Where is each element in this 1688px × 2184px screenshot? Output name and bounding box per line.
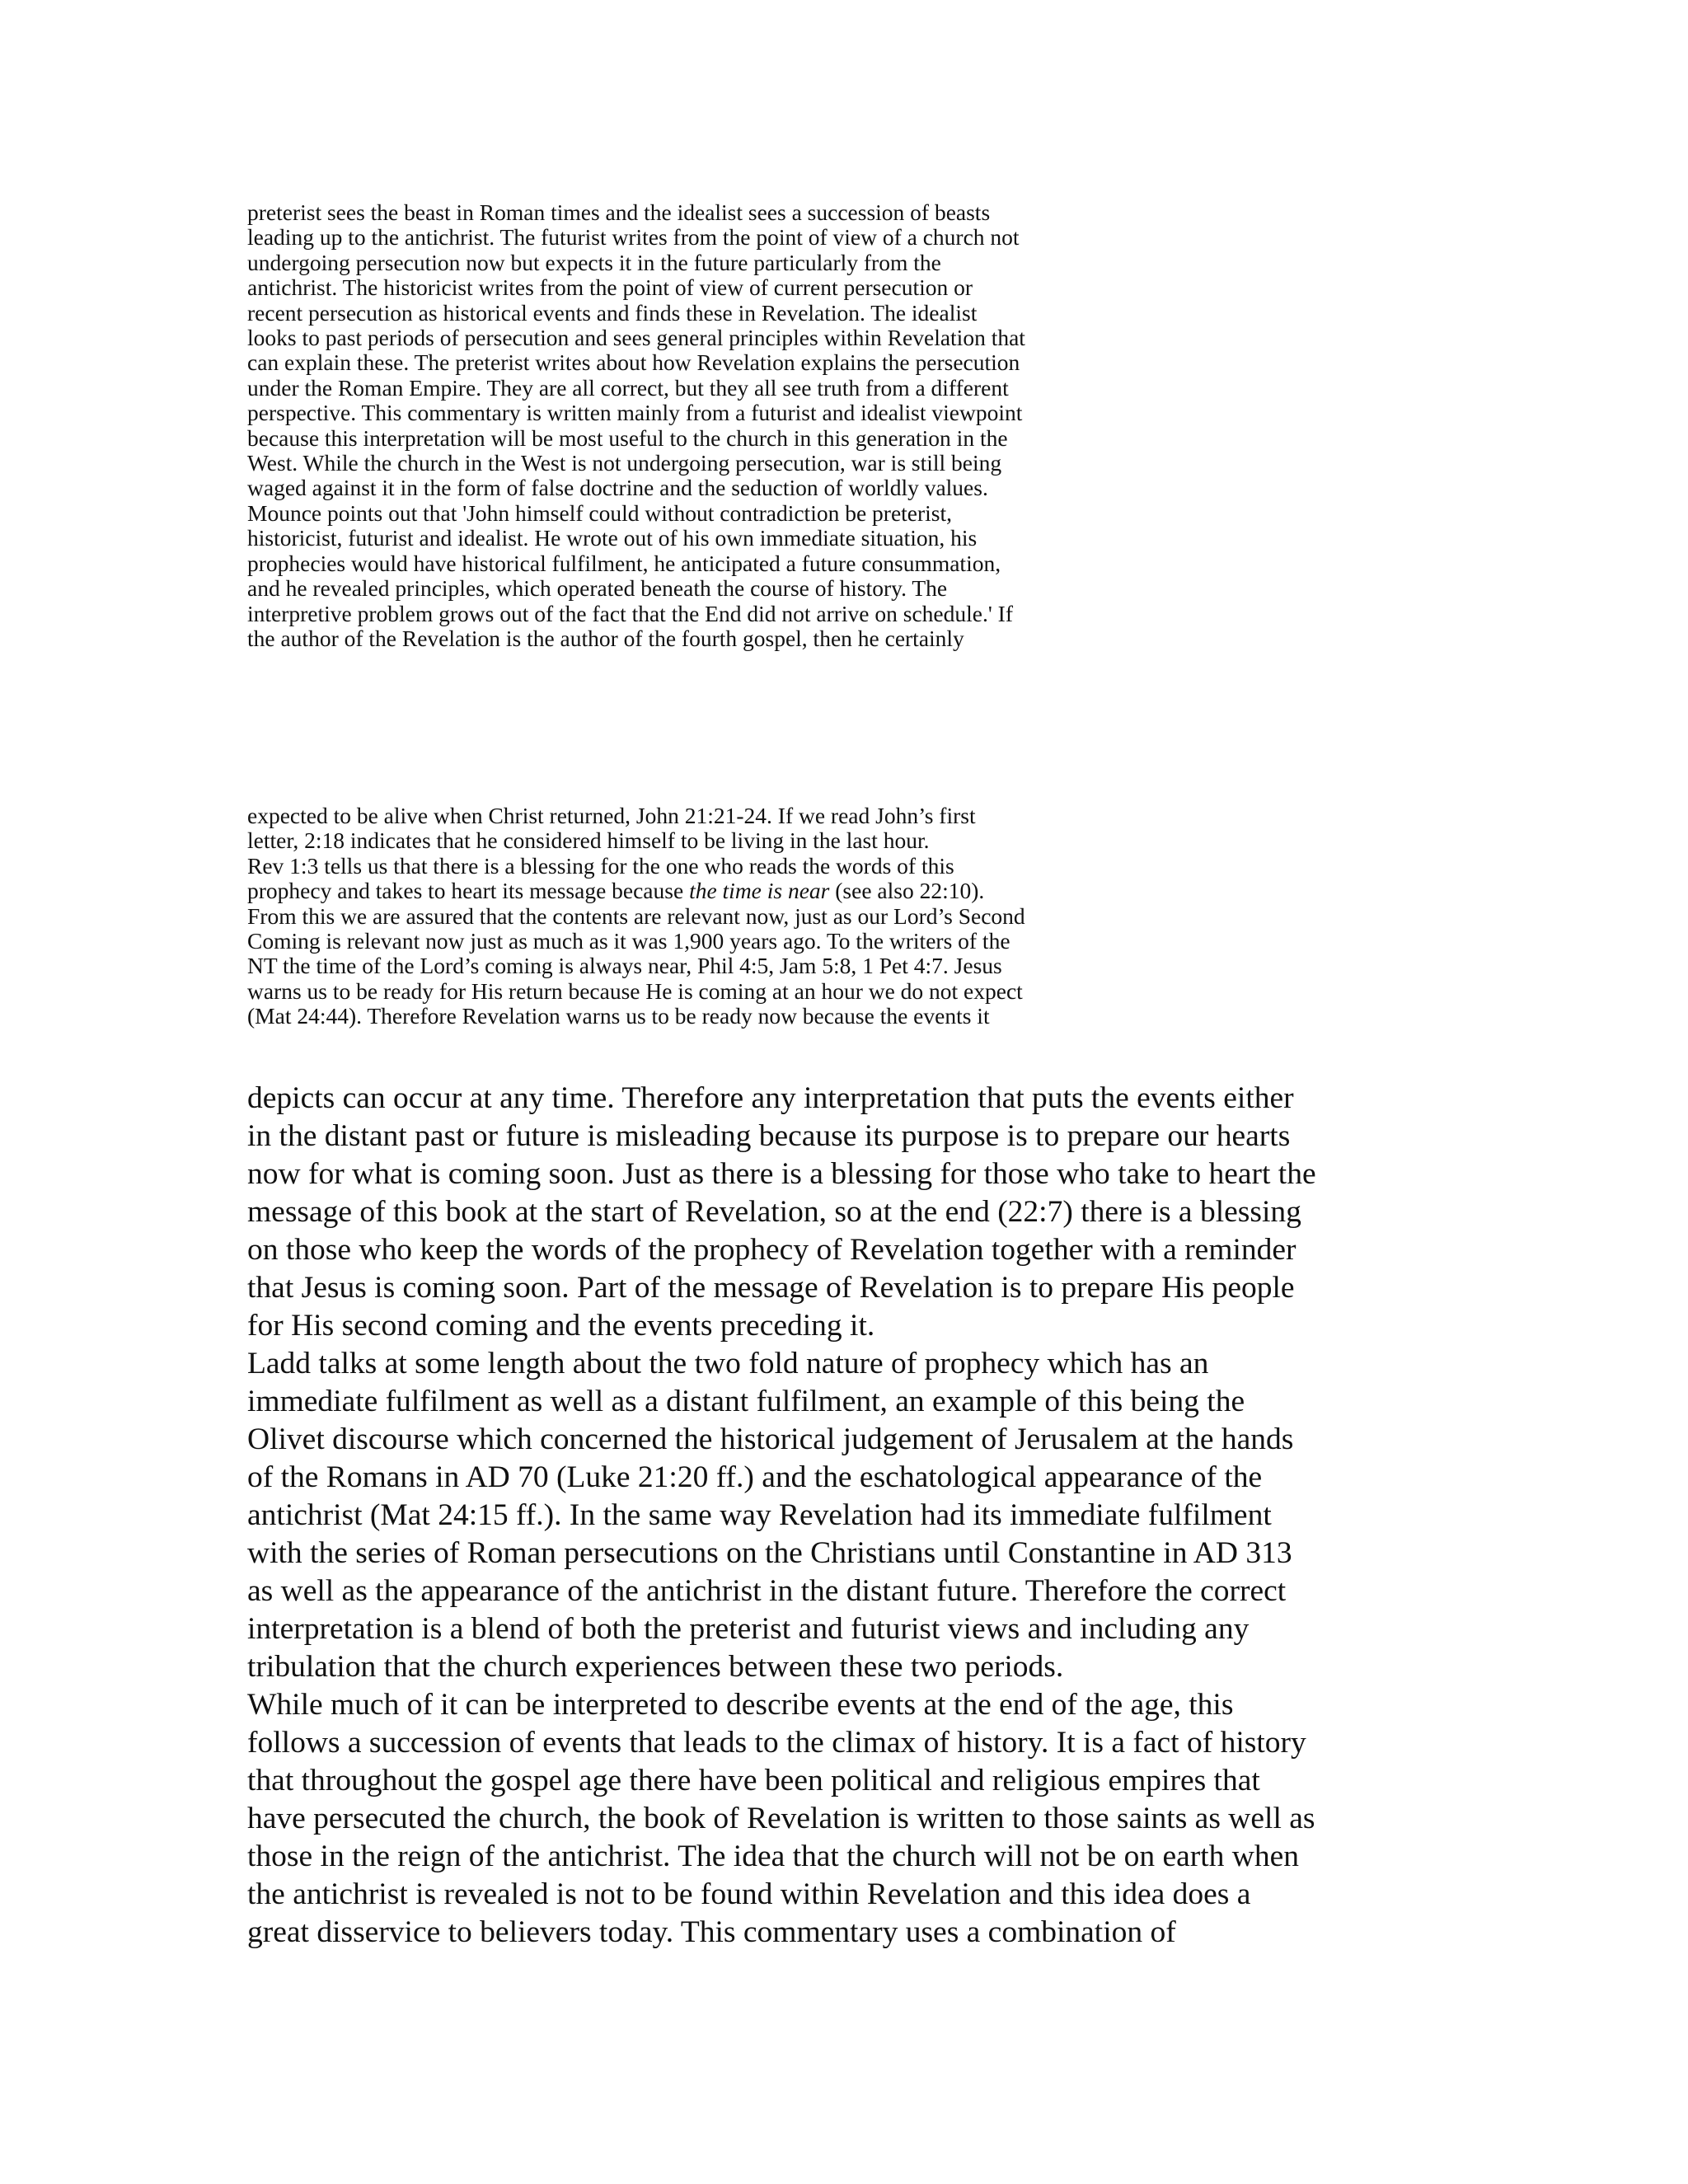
text-line: waged against it in the form of false doctrine and the seduction of worldly values.: [247, 475, 988, 501]
text-line-with-emphasis: [247, 879, 1025, 903]
text-line: the antichrist is revealed is not to be found within Revelation and this idea does a: [247, 1877, 1251, 1911]
text-line: From this we are assured that the contents are relevant now, just as our Lord’s Second: [247, 902, 1025, 929]
text-line: West. While the church in the West is not undergoing persecution, war is still being: [247, 450, 1002, 476]
text-block-time-is-near: [247, 804, 1025, 1029]
text-line: the author of the Revelation is the author of the fourth gospel, then he certainly: [247, 625, 964, 651]
text-line: now for what is coming soon. Just as there is a blessing for those who take to heart the: [247, 1157, 1316, 1191]
text-line: interpretation is a blend of both the preterist and futurist views and including any: [247, 1612, 1250, 1646]
text-line: letter, 2:18 indicates that he considered himself to be living in the last hour.: [247, 827, 930, 854]
text-line: follows a succession of events that leads to the climax of history. It is a fact of history: [247, 1726, 1306, 1760]
text-line: under the Roman Empire. They are all correct, but they all see truth from a different: [247, 374, 1009, 401]
text-line: antichrist. The historicist writes from the point of view of current persecution or: [247, 274, 973, 301]
emphasis-phrase: the time is near: [689, 878, 830, 904]
text-line: for His second coming and the events preceding it.: [247, 1309, 875, 1343]
text-line: immediate fulfilment as well as a distant fulfilment, an example of this being the: [247, 1385, 1245, 1418]
text-line: tribulation that the church experiences between these two periods.: [247, 1650, 1064, 1684]
text-line: of the Romans in AD 70 (Luke 21:20 ff.) and the eschatological appearance of the: [247, 1460, 1263, 1494]
text-line: can explain these. The preterist writes about how Revelation explains the persecution: [247, 349, 1020, 376]
text-block-interpretive-views: [247, 200, 1025, 651]
text-line: antichrist (Mat 24:15 ff.). In the same way Revelation had its immediate fulfilment: [247, 1498, 1272, 1532]
text-line: undergoing persecution now but expects it in the future particularly from the: [247, 249, 941, 275]
text-line: because this interpretation will be most useful to the church in this generation in the: [247, 424, 1008, 451]
text-line: great disservice to believers today. This commentary uses a combination of: [247, 1915, 1176, 1949]
text-line: in the distant past or future is misleading because its purpose is to prepare our hearts: [247, 1119, 1291, 1153]
text-segment: prophecy and takes to heart its message because: [247, 878, 690, 904]
text-line: depicts can occur at any time. Therefore any interpretation that puts the events either: [247, 1081, 1294, 1115]
text-line: that Jesus is coming soon. Part of the message of Revelation is to prepare His people: [247, 1271, 1295, 1305]
text-line: perspective. This commentary is written mainly from a futurist and idealist viewpoint: [247, 400, 1023, 426]
text-line: looks to past periods of persecution and sees general principles within Revelation that: [247, 325, 1025, 351]
text-line: as well as the appearance of the antichrist in the distant future. Therefore the correct: [247, 1574, 1287, 1608]
text-line: that throughout the gospel age there have been political and religious empires that: [247, 1764, 1260, 1797]
text-line: Coming is relevant now just as much as it was 1,900 years ago. To the writers of the: [247, 928, 1010, 954]
text-line: expected to be alive when Christ returned, John 21:21-24. If we read John’s first: [247, 803, 976, 828]
text-line: historicist, futurist and idealist. He wrote out of his own immediate situation, his: [247, 525, 978, 551]
text-line: NT the time of the Lord’s coming is always near, Phil 4:5, Jam 5:8, 1 Pet 4:7. Jesus: [247, 953, 1002, 979]
text-line: (Mat 24:44). Therefore Revelation warns us to be ready now because the events it: [247, 1003, 990, 1029]
text-block-fulfilment: [247, 1080, 1316, 1952]
text-line: recent persecution as historical events and finds these in Revelation. The idealist: [247, 299, 978, 326]
text-line: leading up to the antichrist. The futurist writes from the point of view of a church not: [247, 224, 1020, 251]
text-line: While much of it can be interpreted to describe events at the end of the age, this: [247, 1688, 1234, 1722]
text-line: prophecies would have historical fulfilment, he anticipated a future consummation,: [247, 550, 1001, 576]
text-line: and he revealed principles, which operated beneath the course of history. The: [247, 575, 948, 602]
text-line: have persecuted the church, the book of Revelation is written to those saints as well as: [247, 1802, 1315, 1835]
text-line: Olivet discourse which concerned the historical judgement of Jerusalem at the hands: [247, 1422, 1294, 1456]
text-line: Ladd talks at some length about the two fold nature of prophecy which has an: [247, 1347, 1209, 1380]
text-line: interpretive problem grows out of the fact that the End did not arrive on schedule.' If: [247, 600, 1013, 626]
text-line: warns us to be ready for His return because He is coming at an hour we do not expect: [247, 977, 1023, 1004]
text-line: with the series of Roman persecutions on the Christians until Constantine in AD 313: [247, 1536, 1292, 1570]
text-line: preterist sees the beast in Roman times and the idealist sees a succession of beasts: [247, 199, 991, 225]
text-line: those in the reign of the antichrist. The idea that the church will not be on earth when: [247, 1840, 1300, 1873]
text-line: Mounce points out that 'John himself could without contradiction be preterist,: [247, 499, 953, 526]
text-segment: (see also 22:10).: [829, 878, 985, 904]
text-line: Rev 1:3 tells us that there is a blessing for the one who reads the words of this: [247, 852, 954, 879]
text-line: on those who keep the words of the prophecy of Revelation together with a reminder: [247, 1233, 1296, 1267]
text-line: message of this book at the start of Revelation, so at the end (22:7) there is a blessing: [247, 1195, 1301, 1229]
